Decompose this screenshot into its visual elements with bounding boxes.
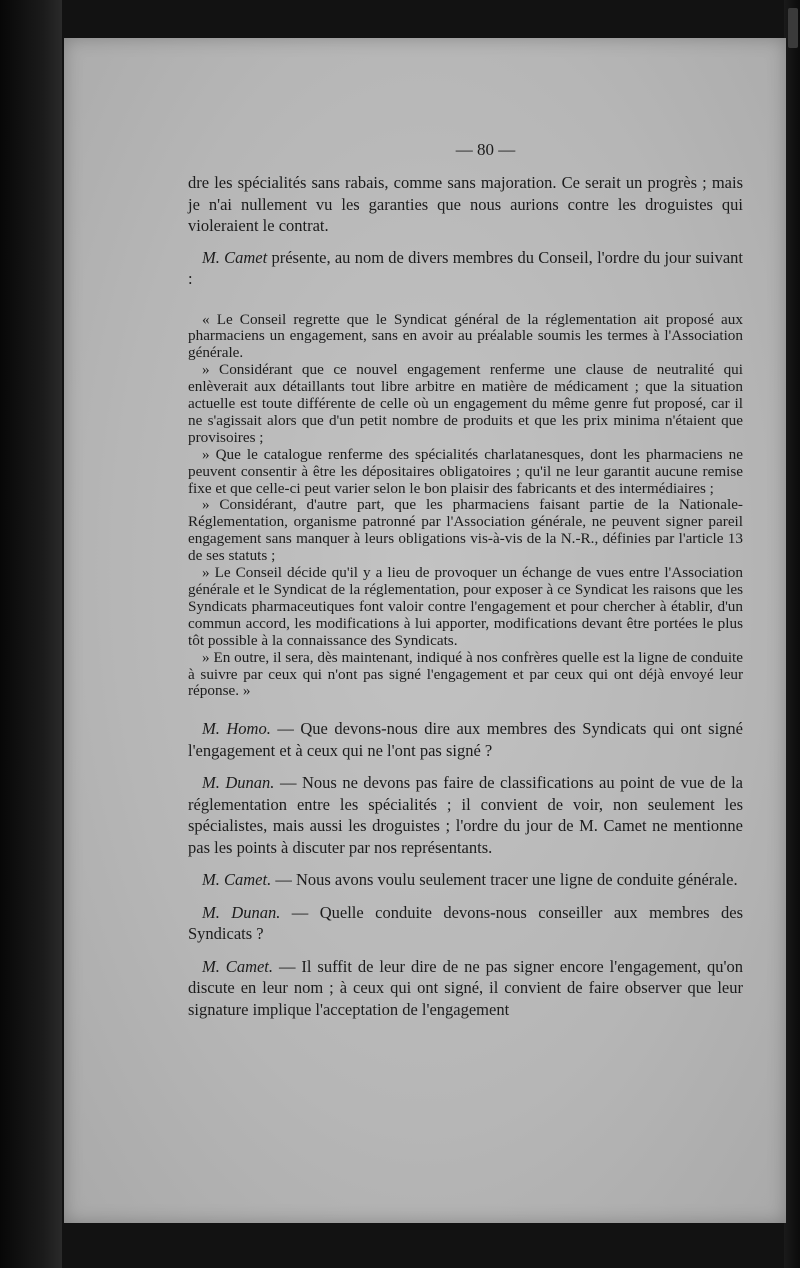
page-number: — 80 — xyxy=(455,140,516,159)
dialogue-entry xyxy=(188,718,743,761)
camet-intro-paragraph xyxy=(188,247,743,290)
speaker-name: M. Dunan. xyxy=(202,902,281,922)
dialogue-entry xyxy=(188,869,743,891)
resolution-paragraph: » En outre, il sera, dès maintenant, indiqué à nos confrères quelle est la ligne de conduite à suivre par ceux qui n'ont pas signé l'engagement et par ceux qui ont déjà envoyé leur réponse. » xyxy=(188,648,743,700)
speaker-name: M. Homo. xyxy=(202,719,271,739)
speech-text: — Nous avons voulu seulement tracer une ligne de conduite générale. xyxy=(271,870,738,890)
resolution-paragraph: « Le Conseil regrette que le Syndicat général de la réglementation ait proposé aux pharmaciens un engagement, sans en avoir au préalable soumis les termes à l'Association générale. xyxy=(188,310,743,362)
speaker-name: M. Camet xyxy=(202,247,268,267)
resolution-paragraph: » Considérant que ce nouvel engagement renferme une clause de neutralité qui enlèverait aux détaillants tout libre arbitre en matière de médicament ; que la situation actuelle est toute différente de celle où un engagement du même genre fut proposé, car il ne s'agissait alors que d'un petit nombre de produits et que les prix minima n'étaient que provisoires ; xyxy=(188,361,743,446)
page-edge xyxy=(784,0,800,1268)
resolution-paragraph: » Considérant, d'autre part, que les pharmaciens faisant partie de la Nationale-Réglementation, organisme patronné par l'Association générale, ne peuvent signer pareil engagement sans manquer à leurs obligations vis-à-vis de la N.-R., définies par l'article 13 de ses statuts ; xyxy=(188,496,743,565)
speech-text: — Il suffit de leur dire de ne pas signer encore l'engagement, qu'on discute en leur nom ; à ceux qui ont signé, il convient de faire observer que leur signature implique l'acceptation de l'engagement xyxy=(188,956,743,1019)
speech-text: présente, au nom de divers membres du Conseil, l'ordre du jour suivant : xyxy=(188,247,743,288)
resolution-quote xyxy=(188,312,743,701)
page-content xyxy=(188,140,743,1031)
speech-text: — Que devons-nous dire aux membres des Syndicats qui ont signé l'engagement et à ceux qui ne l'ont pas signé ? xyxy=(188,719,743,760)
resolution-paragraph: » Le Conseil décide qu'il y a lieu de provoquer un échange de vues entre l'Association générale et le Syndicat de la réglementation, pour exposer à ce Syndicat les raisons que les Syndicats pharmaceutiques font valoir contre l'engagement et pour chercher à établir, d'un commun accord, les modifications à lui apporter, modifications devant être portées le plus tôt possible à la connaissance des Syndicats. xyxy=(188,564,743,649)
speaker-name: M. Dunan. xyxy=(202,773,275,793)
dialogue-entry xyxy=(188,956,743,1021)
dialogue-entry xyxy=(188,902,743,945)
speaker-name: M. Camet. xyxy=(202,956,274,976)
speaker-name: M. Camet. xyxy=(202,870,272,890)
speech-text: — Quelle conduite devons-nous conseiller aux membres des Syndicats ? xyxy=(188,902,743,944)
resolution-paragraph: » Que le catalogue renferme des spécialités charlatanesques, dont les pharmaciens ne peuvent consentir à être les dépositaires obligatoires ; qu'il ne leur garantit aucune remise fixe et que celle-ci peut varier selon le bon plaisir des fabricants et des intermédiaires ; xyxy=(188,445,743,497)
binder-clip xyxy=(788,8,798,48)
book-spine xyxy=(0,0,62,1268)
dialogue-entry xyxy=(188,772,743,858)
intro-paragraph: dre les spécialités sans rabais, comme sans majoration. Ce serait un progrès ; mais je n'ai nullement vu les garanties que nous aurions contre les droguistes qui violeraient le contrat. xyxy=(188,173,743,235)
speech-text: — Nous ne devons pas faire de classifications au point de vue de la réglementation entre les spécialités ; il convient de voir, non seulement les spécialistes, mais aussi les droguistes ; l'ordre du jour de M. Camet ne mentionne pas les points à discuter par nos représentants. xyxy=(188,773,743,857)
